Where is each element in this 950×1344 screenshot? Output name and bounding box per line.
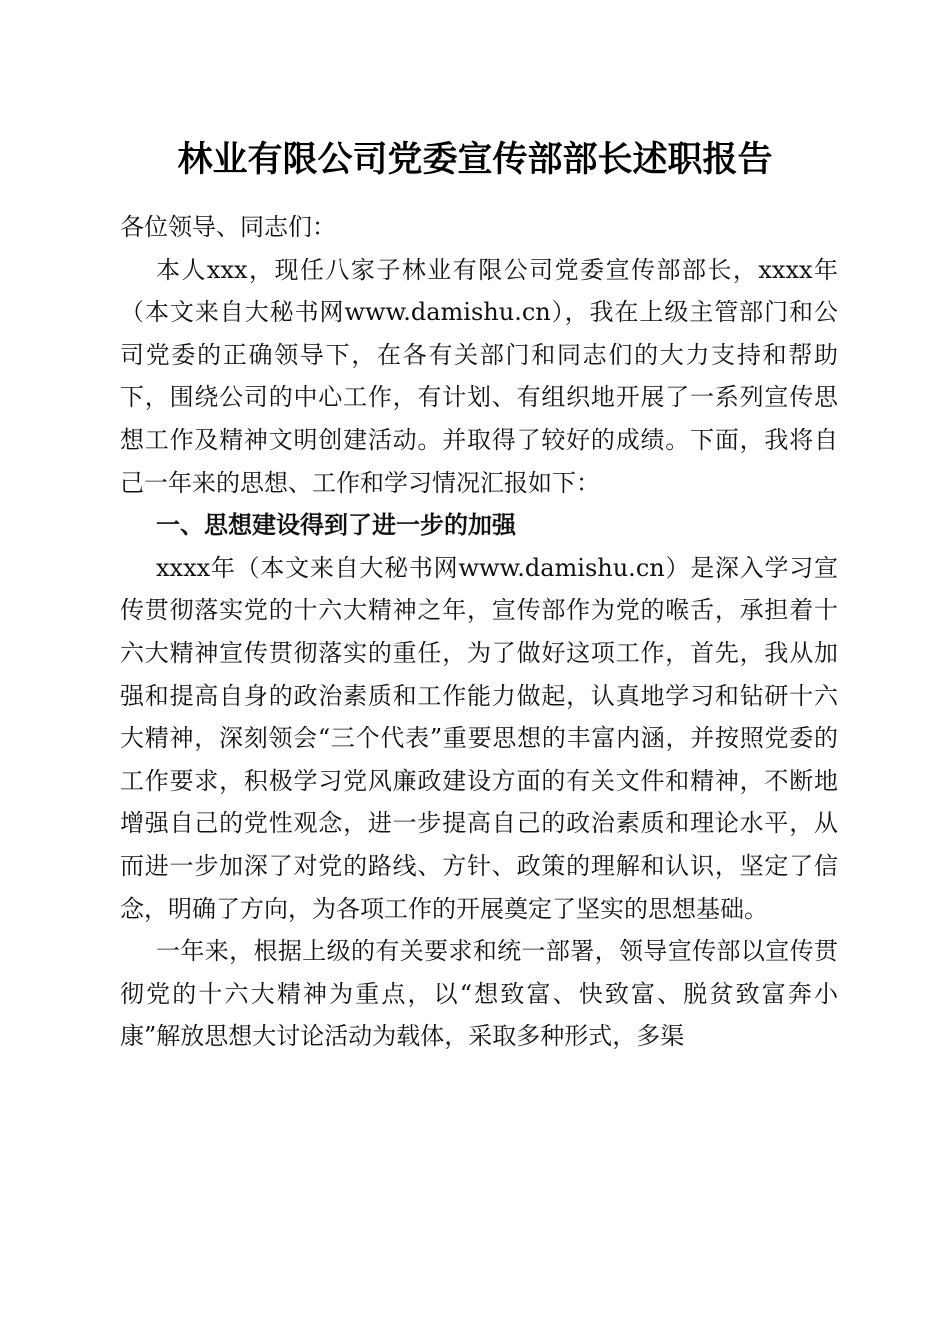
document-body: [120, 206, 838, 1058]
section-paragraph: 一年来，根据上级的有关要求和统一部署，领导宣传部以宣传贯彻党的十六大精神为重点，以“想致富、快致富、脱贫致富奔小康”解放思想大讨论活动为载体，采取多种形式，多渠: [120, 937, 838, 1051]
section-paragraph: xxxx年（本文来自大秘书网www.damishu.cn）是深入学习宣传贯彻落实党的十六大精神之年，宣传部作为党的喉舌，承担着十六大精神宣传贯彻落实的重任，为了做好这项工作，首先，我从加强和提高自身的政治素质和工作能力做起，认真地学习和钻研十六大精神，深刻领会“三个代表”重要思想的丰富内涵，并按照党委的工作要求，积极学习党风廉政建设方面的有关文件和精神，不断地增强自己的党性观念，进一步提高自己的政治素质和理论水平，从而进一步加深了对党的路线、方针、政策的理解和认识，坚定了信念，明确了方向，为各项工作的开展奠定了坚实的思想基础。: [120, 553, 838, 923]
section-heading: 一、思想建设得到了进一步的加强: [156, 511, 516, 540]
intro-paragraph: 本人xxx，现任八家子林业有限公司党委宣传部部长，xxxx年（本文来自大秘书网www.damishu.cn），我在上级主管部门和公司党委的正确领导下，在各有关部门和同志们的大力支持和帮助下，围绕公司的中心工作，有计划、有组织地开展了一系列宣传思想工作及精神文明创建活动。并取得了较好的成绩。下面，我将自己一年来的思想、工作和学习情况汇报如下：: [120, 255, 838, 497]
document-title: 林业有限公司党委宣传部部长述职报告: [177, 140, 773, 180]
salutation: 各位领导、同志们：: [120, 213, 336, 241]
